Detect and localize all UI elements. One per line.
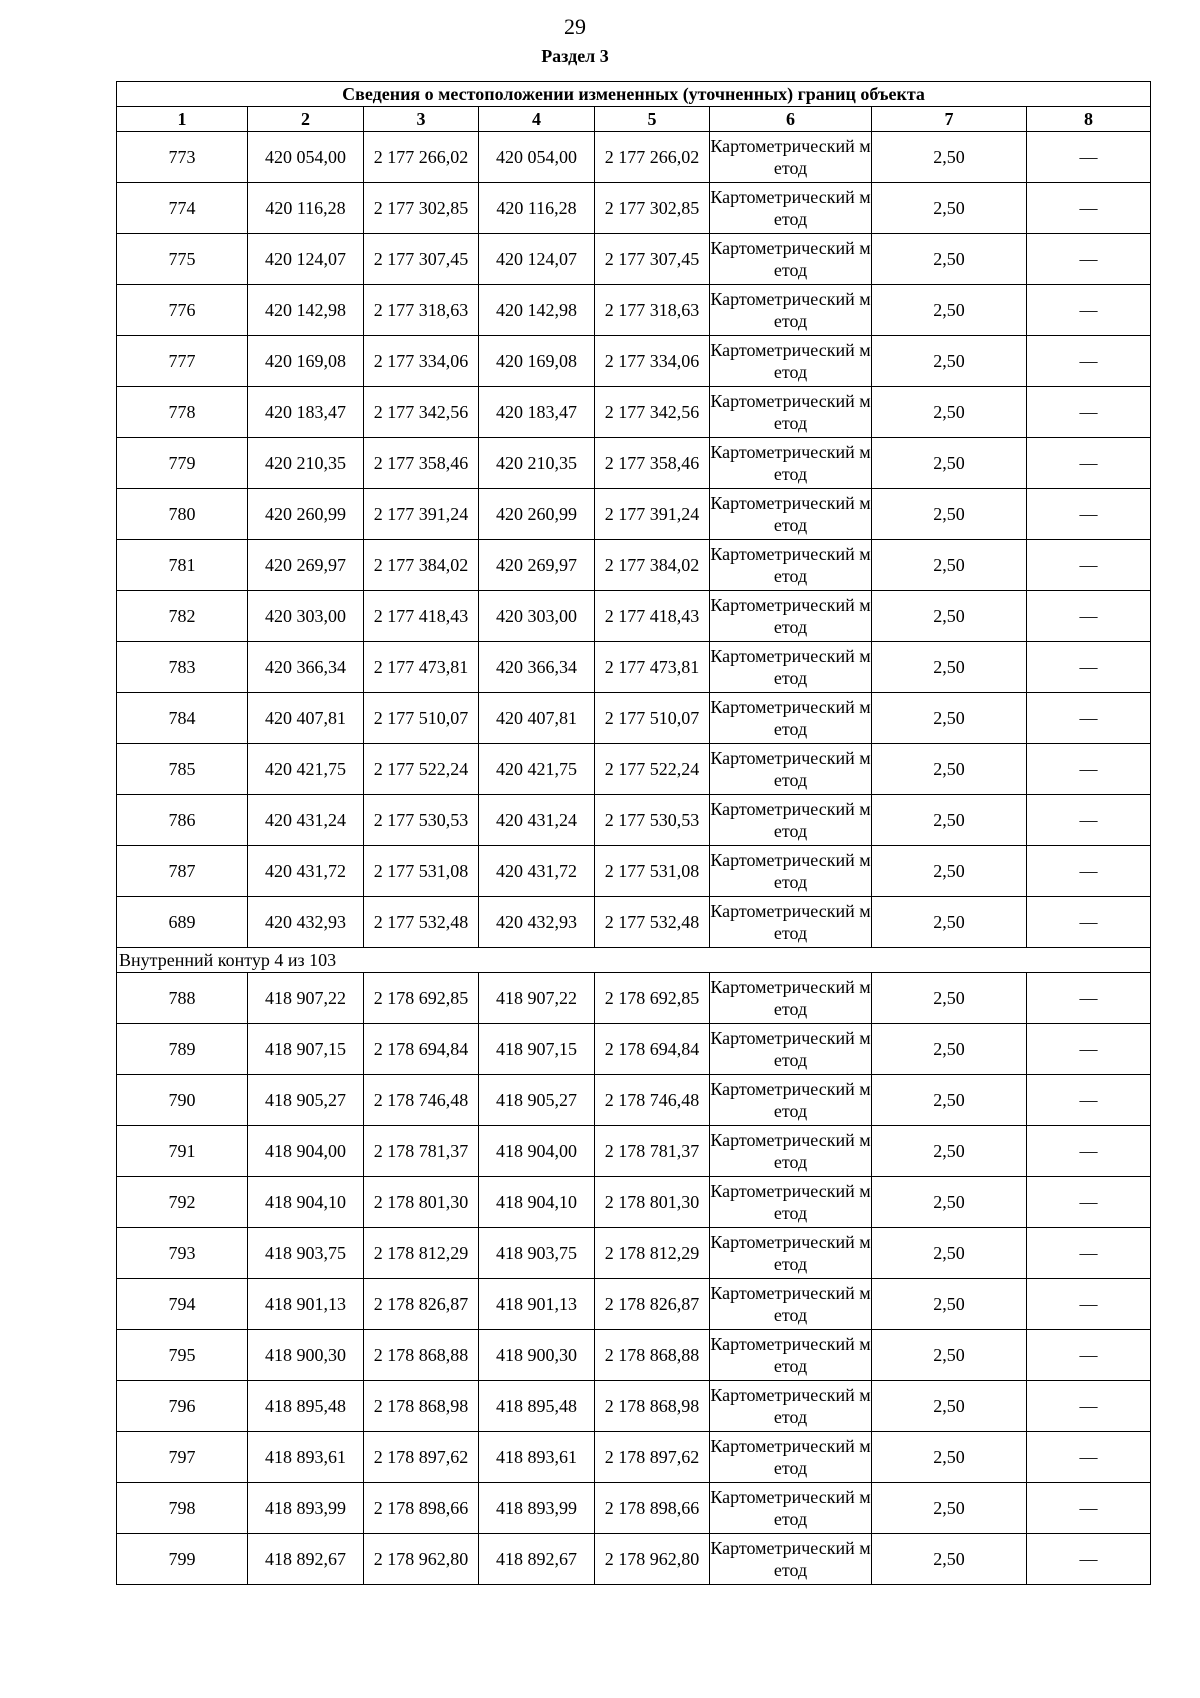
column-number: 6 [710, 107, 872, 132]
cell-y-old: 2 178 801,30 [364, 1177, 479, 1228]
cell-point-number: 792 [117, 1177, 248, 1228]
cell-y-old: 2 177 266,02 [364, 132, 479, 183]
cell-y-old: 2 177 510,07 [364, 693, 479, 744]
cell-y-new: 2 177 418,43 [595, 591, 710, 642]
cell-x-new: 418 907,22 [479, 973, 595, 1024]
cell-x-new: 418 905,27 [479, 1075, 595, 1126]
cell-x-old: 418 901,13 [248, 1279, 364, 1330]
cell-description: — [1027, 1279, 1151, 1330]
cell-y-old: 2 178 826,87 [364, 1279, 479, 1330]
table-row [117, 1228, 1151, 1279]
cell-accuracy: 2,50 [872, 1024, 1027, 1075]
cell-y-new: 2 178 812,29 [595, 1228, 710, 1279]
cell-method: Картометрический метод [710, 438, 872, 489]
cell-x-old: 420 432,93 [248, 897, 364, 948]
cell-accuracy: 2,50 [872, 1432, 1027, 1483]
cell-method: Картометрический метод [710, 336, 872, 387]
cell-x-new: 418 904,10 [479, 1177, 595, 1228]
cell-x-new: 418 893,61 [479, 1432, 595, 1483]
cell-method: Картометрический метод [710, 1177, 872, 1228]
cell-description: — [1027, 1024, 1151, 1075]
table-row [117, 973, 1151, 1024]
cell-accuracy: 2,50 [872, 795, 1027, 846]
cell-x-old: 418 895,48 [248, 1381, 364, 1432]
table-row [117, 1279, 1151, 1330]
cell-y-old: 2 178 868,98 [364, 1381, 479, 1432]
table-row [117, 1432, 1151, 1483]
cell-x-old: 418 905,27 [248, 1075, 364, 1126]
cell-accuracy: 2,50 [872, 234, 1027, 285]
table-row [117, 897, 1151, 948]
cell-x-old: 420 142,98 [248, 285, 364, 336]
cell-x-new: 418 895,48 [479, 1381, 595, 1432]
cell-x-old: 418 903,75 [248, 1228, 364, 1279]
cell-y-old: 2 178 694,84 [364, 1024, 479, 1075]
cell-method: Картометрический метод [710, 846, 872, 897]
cell-description: — [1027, 1228, 1151, 1279]
cell-y-old: 2 178 962,80 [364, 1534, 479, 1585]
cell-y-old: 2 177 531,08 [364, 846, 479, 897]
cell-method: Картометрический метод [710, 1075, 872, 1126]
cell-accuracy: 2,50 [872, 540, 1027, 591]
table-row [117, 183, 1151, 234]
cell-x-new: 420 210,35 [479, 438, 595, 489]
cell-accuracy: 2,50 [872, 489, 1027, 540]
cell-point-number: 788 [117, 973, 248, 1024]
cell-y-old: 2 177 334,06 [364, 336, 479, 387]
cell-x-new: 420 054,00 [479, 132, 595, 183]
table-row [117, 1024, 1151, 1075]
cell-point-number: 795 [117, 1330, 248, 1381]
cell-method: Картометрический метод [710, 1381, 872, 1432]
cell-x-old: 420 421,75 [248, 744, 364, 795]
cell-description: — [1027, 336, 1151, 387]
table-row [117, 387, 1151, 438]
cell-description: — [1027, 642, 1151, 693]
cell-y-new: 2 177 532,48 [595, 897, 710, 948]
cell-accuracy: 2,50 [872, 1126, 1027, 1177]
cell-description: — [1027, 744, 1151, 795]
cell-accuracy: 2,50 [872, 132, 1027, 183]
cell-point-number: 794 [117, 1279, 248, 1330]
cell-method: Картометрический метод [710, 387, 872, 438]
cell-description: — [1027, 846, 1151, 897]
cell-point-number: 773 [117, 132, 248, 183]
cell-y-new: 2 177 318,63 [595, 285, 710, 336]
cell-method: Картометрический метод [710, 234, 872, 285]
cell-y-old: 2 178 692,85 [364, 973, 479, 1024]
cell-method: Картометрический метод [710, 132, 872, 183]
cell-method: Картометрический метод [710, 744, 872, 795]
cell-x-old: 418 900,30 [248, 1330, 364, 1381]
cell-description: — [1027, 973, 1151, 1024]
cell-accuracy: 2,50 [872, 387, 1027, 438]
cell-y-new: 2 178 692,85 [595, 973, 710, 1024]
cell-accuracy: 2,50 [872, 642, 1027, 693]
cell-x-new: 418 903,75 [479, 1228, 595, 1279]
cell-y-new: 2 178 897,62 [595, 1432, 710, 1483]
cell-accuracy: 2,50 [872, 744, 1027, 795]
cell-y-old: 2 177 530,53 [364, 795, 479, 846]
cell-y-new: 2 177 384,02 [595, 540, 710, 591]
cell-x-new: 420 432,93 [479, 897, 595, 948]
cell-y-old: 2 177 532,48 [364, 897, 479, 948]
cell-y-new: 2 178 868,88 [595, 1330, 710, 1381]
cell-x-new: 418 904,00 [479, 1126, 595, 1177]
cell-point-number: 789 [117, 1024, 248, 1075]
cell-y-new: 2 177 342,56 [595, 387, 710, 438]
cell-point-number: 777 [117, 336, 248, 387]
cell-y-new: 2 177 473,81 [595, 642, 710, 693]
cell-description: — [1027, 795, 1151, 846]
table-row [117, 234, 1151, 285]
cell-accuracy: 2,50 [872, 438, 1027, 489]
cell-y-old: 2 178 868,88 [364, 1330, 479, 1381]
cell-x-old: 420 366,34 [248, 642, 364, 693]
outer-contour-rows [117, 132, 1151, 948]
cell-x-old: 418 893,99 [248, 1483, 364, 1534]
cell-description: — [1027, 387, 1151, 438]
cell-x-old: 420 303,00 [248, 591, 364, 642]
cell-method: Картометрический метод [710, 1279, 872, 1330]
cell-x-new: 418 892,67 [479, 1534, 595, 1585]
cell-y-old: 2 177 418,43 [364, 591, 479, 642]
cell-y-new: 2 177 522,24 [595, 744, 710, 795]
cell-x-new: 420 183,47 [479, 387, 595, 438]
cell-y-old: 2 178 898,66 [364, 1483, 479, 1534]
table-row [117, 591, 1151, 642]
cell-x-new: 420 407,81 [479, 693, 595, 744]
cell-point-number: 782 [117, 591, 248, 642]
cell-x-new: 420 421,75 [479, 744, 595, 795]
table-row [117, 642, 1151, 693]
cell-y-new: 2 178 694,84 [595, 1024, 710, 1075]
cell-y-old: 2 177 522,24 [364, 744, 479, 795]
cell-point-number: 790 [117, 1075, 248, 1126]
cell-point-number: 779 [117, 438, 248, 489]
table-row [117, 1483, 1151, 1534]
table-row [117, 1075, 1151, 1126]
column-number: 1 [117, 107, 248, 132]
inner-contour-rows [117, 973, 1151, 1585]
cell-y-new: 2 177 302,85 [595, 183, 710, 234]
cell-accuracy: 2,50 [872, 1534, 1027, 1585]
cell-point-number: 786 [117, 795, 248, 846]
cell-y-old: 2 178 746,48 [364, 1075, 479, 1126]
cell-point-number: 780 [117, 489, 248, 540]
cell-description: — [1027, 1534, 1151, 1585]
cell-y-new: 2 178 801,30 [595, 1177, 710, 1228]
cell-method: Картометрический метод [710, 540, 872, 591]
cell-method: Картометрический метод [710, 1432, 872, 1483]
cell-y-new: 2 177 266,02 [595, 132, 710, 183]
cell-point-number: 776 [117, 285, 248, 336]
cell-y-new: 2 177 391,24 [595, 489, 710, 540]
cell-accuracy: 2,50 [872, 1075, 1027, 1126]
cell-x-new: 420 431,24 [479, 795, 595, 846]
cell-description: — [1027, 1330, 1151, 1381]
table-row [117, 1126, 1151, 1177]
cell-method: Картометрический метод [710, 1483, 872, 1534]
cell-accuracy: 2,50 [872, 1381, 1027, 1432]
cell-x-new: 420 260,99 [479, 489, 595, 540]
cell-accuracy: 2,50 [872, 693, 1027, 744]
cell-x-old: 420 210,35 [248, 438, 364, 489]
cell-y-new: 2 177 510,07 [595, 693, 710, 744]
table-row [117, 489, 1151, 540]
cell-x-old: 420 116,28 [248, 183, 364, 234]
column-number: 5 [595, 107, 710, 132]
cell-y-new: 2 178 868,98 [595, 1381, 710, 1432]
cell-x-old: 420 169,08 [248, 336, 364, 387]
cell-point-number: 778 [117, 387, 248, 438]
cell-y-old: 2 177 384,02 [364, 540, 479, 591]
cell-y-old: 2 178 897,62 [364, 1432, 479, 1483]
cell-method: Картометрический метод [710, 183, 872, 234]
cell-description: — [1027, 132, 1151, 183]
cell-x-new: 420 366,34 [479, 642, 595, 693]
cell-x-new: 420 124,07 [479, 234, 595, 285]
column-number-row [117, 107, 1151, 132]
cell-x-old: 420 054,00 [248, 132, 364, 183]
cell-y-new: 2 177 358,46 [595, 438, 710, 489]
cell-point-number: 793 [117, 1228, 248, 1279]
cell-method: Картометрический метод [710, 1330, 872, 1381]
table-row [117, 1381, 1151, 1432]
table-row [117, 540, 1151, 591]
cell-x-old: 418 893,61 [248, 1432, 364, 1483]
cell-method: Картометрический метод [710, 489, 872, 540]
cell-x-old: 420 431,72 [248, 846, 364, 897]
column-number: 2 [248, 107, 364, 132]
cell-x-old: 418 904,10 [248, 1177, 364, 1228]
page-number: 29 [564, 14, 586, 39]
cell-x-new: 418 907,15 [479, 1024, 595, 1075]
cell-method: Картометрический метод [710, 591, 872, 642]
cell-point-number: 785 [117, 744, 248, 795]
cell-y-old: 2 178 812,29 [364, 1228, 479, 1279]
cell-x-old: 420 124,07 [248, 234, 364, 285]
cell-y-old: 2 178 781,37 [364, 1126, 479, 1177]
table-row [117, 438, 1151, 489]
table-row [117, 336, 1151, 387]
cell-y-new: 2 178 826,87 [595, 1279, 710, 1330]
cell-y-old: 2 177 391,24 [364, 489, 479, 540]
cell-method: Картометрический метод [710, 693, 872, 744]
table-row [117, 1330, 1151, 1381]
cell-method: Картометрический метод [710, 1126, 872, 1177]
cell-accuracy: 2,50 [872, 1279, 1027, 1330]
cell-accuracy: 2,50 [872, 1483, 1027, 1534]
cell-accuracy: 2,50 [872, 897, 1027, 948]
cell-method: Картометрический метод [710, 1228, 872, 1279]
table-row [117, 744, 1151, 795]
cell-x-old: 418 907,22 [248, 973, 364, 1024]
cell-x-new: 418 900,30 [479, 1330, 595, 1381]
table-row [117, 285, 1151, 336]
cell-y-old: 2 177 307,45 [364, 234, 479, 285]
table-row [117, 1534, 1151, 1585]
cell-description: — [1027, 285, 1151, 336]
table-row [117, 693, 1151, 744]
cell-method: Картометрический метод [710, 897, 872, 948]
cell-accuracy: 2,50 [872, 846, 1027, 897]
boundary-coordinates-table [116, 81, 1151, 1585]
cell-accuracy: 2,50 [872, 1228, 1027, 1279]
cell-x-new: 418 901,13 [479, 1279, 595, 1330]
table-row [117, 795, 1151, 846]
cell-method: Картометрический метод [710, 642, 872, 693]
cell-x-new: 420 303,00 [479, 591, 595, 642]
table-row [117, 846, 1151, 897]
cell-description: — [1027, 489, 1151, 540]
cell-description: — [1027, 183, 1151, 234]
cell-accuracy: 2,50 [872, 1330, 1027, 1381]
cell-x-old: 420 407,81 [248, 693, 364, 744]
cell-description: — [1027, 591, 1151, 642]
contour-separator [117, 948, 1151, 973]
cell-point-number: 787 [117, 846, 248, 897]
cell-description: — [1027, 1483, 1151, 1534]
section-title: Раздел 3 [541, 46, 609, 66]
cell-description: — [1027, 1381, 1151, 1432]
cell-y-new: 2 178 962,80 [595, 1534, 710, 1585]
cell-y-old: 2 177 358,46 [364, 438, 479, 489]
cell-x-new: 420 169,08 [479, 336, 595, 387]
cell-x-new: 420 116,28 [479, 183, 595, 234]
cell-y-new: 2 177 531,08 [595, 846, 710, 897]
cell-point-number: 784 [117, 693, 248, 744]
column-number: 8 [1027, 107, 1151, 132]
cell-method: Картометрический метод [710, 285, 872, 336]
cell-description: — [1027, 1075, 1151, 1126]
cell-accuracy: 2,50 [872, 336, 1027, 387]
cell-description: — [1027, 693, 1151, 744]
cell-description: — [1027, 1177, 1151, 1228]
cell-x-old: 420 183,47 [248, 387, 364, 438]
cell-accuracy: 2,50 [872, 973, 1027, 1024]
cell-x-old: 420 431,24 [248, 795, 364, 846]
cell-x-new: 420 142,98 [479, 285, 595, 336]
cell-point-number: 689 [117, 897, 248, 948]
cell-x-old: 418 904,00 [248, 1126, 364, 1177]
cell-description: — [1027, 897, 1151, 948]
cell-y-new: 2 178 781,37 [595, 1126, 710, 1177]
table-row [117, 132, 1151, 183]
cell-y-new: 2 177 307,45 [595, 234, 710, 285]
cell-accuracy: 2,50 [872, 1177, 1027, 1228]
cell-y-new: 2 178 746,48 [595, 1075, 710, 1126]
cell-description: — [1027, 1126, 1151, 1177]
cell-x-new: 418 893,99 [479, 1483, 595, 1534]
cell-point-number: 774 [117, 183, 248, 234]
cell-description: — [1027, 540, 1151, 591]
cell-accuracy: 2,50 [872, 285, 1027, 336]
cell-point-number: 797 [117, 1432, 248, 1483]
column-number: 3 [364, 107, 479, 132]
cell-point-number: 791 [117, 1126, 248, 1177]
table-title: Сведения о местоположении измененных (уточненных) границ объекта [117, 82, 1151, 107]
cell-point-number: 798 [117, 1483, 248, 1534]
cell-accuracy: 2,50 [872, 591, 1027, 642]
cell-method: Картометрический метод [710, 1534, 872, 1585]
cell-method: Картометрический метод [710, 973, 872, 1024]
cell-x-old: 420 269,97 [248, 540, 364, 591]
cell-y-new: 2 178 898,66 [595, 1483, 710, 1534]
cell-y-old: 2 177 342,56 [364, 387, 479, 438]
cell-x-new: 420 431,72 [479, 846, 595, 897]
cell-point-number: 783 [117, 642, 248, 693]
cell-point-number: 799 [117, 1534, 248, 1585]
cell-x-old: 420 260,99 [248, 489, 364, 540]
cell-x-new: 420 269,97 [479, 540, 595, 591]
cell-accuracy: 2,50 [872, 183, 1027, 234]
cell-method: Картометрический метод [710, 795, 872, 846]
cell-point-number: 775 [117, 234, 248, 285]
cell-x-old: 418 892,67 [248, 1534, 364, 1585]
cell-point-number: 796 [117, 1381, 248, 1432]
cell-y-new: 2 177 530,53 [595, 795, 710, 846]
contour-label: Внутренний контур 4 из 103 [117, 948, 1151, 973]
cell-description: — [1027, 234, 1151, 285]
cell-method: Картометрический метод [710, 1024, 872, 1075]
cell-description: — [1027, 1432, 1151, 1483]
cell-y-old: 2 177 302,85 [364, 183, 479, 234]
cell-description: — [1027, 438, 1151, 489]
table-row [117, 1177, 1151, 1228]
column-number: 7 [872, 107, 1027, 132]
column-number: 4 [479, 107, 595, 132]
cell-y-old: 2 177 318,63 [364, 285, 479, 336]
cell-y-old: 2 177 473,81 [364, 642, 479, 693]
cell-point-number: 781 [117, 540, 248, 591]
cell-x-old: 418 907,15 [248, 1024, 364, 1075]
cell-y-new: 2 177 334,06 [595, 336, 710, 387]
